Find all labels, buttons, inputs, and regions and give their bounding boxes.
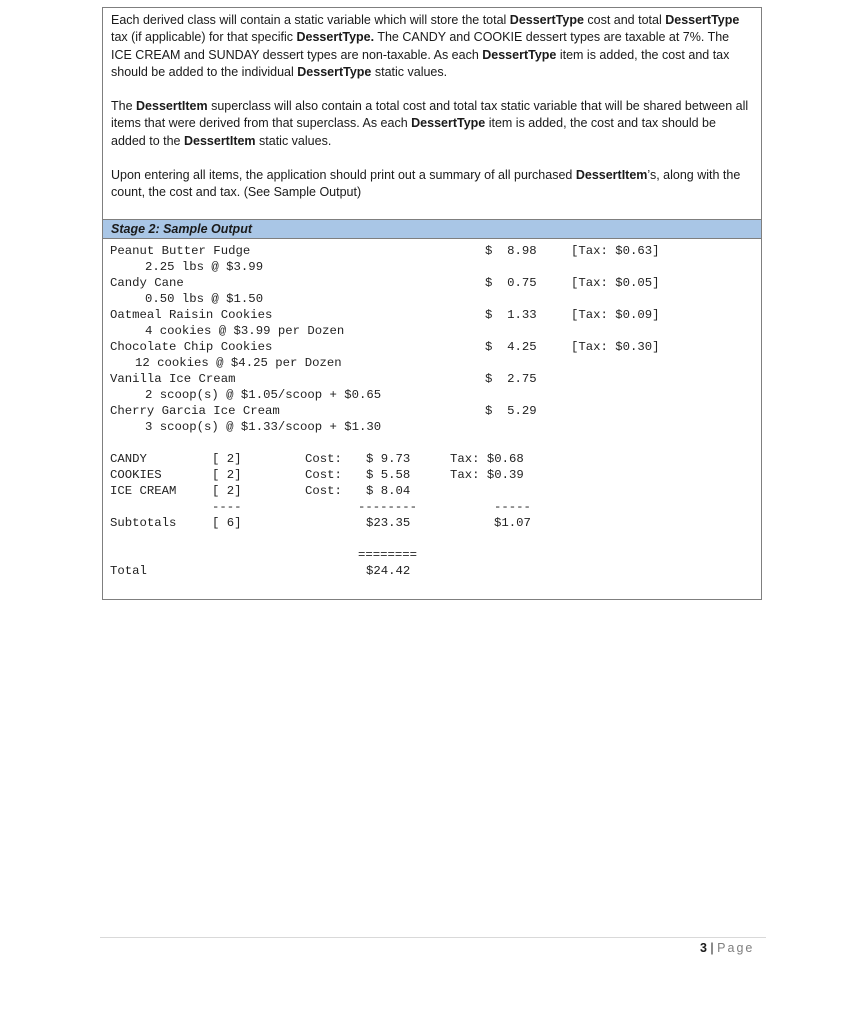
summary-count: [ 2] — [212, 452, 242, 466]
item-detail: 3 scoop(s) @ $1.33/scoop + $1.30 — [145, 420, 382, 434]
item-detail: 2 scoop(s) @ $1.05/scoop + $0.65 — [145, 388, 382, 402]
item-price: $ 2.75 — [485, 372, 537, 386]
item-price: $ 0.75 — [485, 276, 537, 290]
summary-cost-label: Cost: — [305, 484, 342, 498]
item-detail: 2.25 lbs @ $3.99 — [145, 260, 264, 274]
item-name: Peanut Butter Fudge — [110, 244, 251, 258]
count-rule: ---- — [212, 500, 242, 514]
bold-term: DessertType. — [296, 30, 375, 45]
summary-count: [ 2] — [212, 468, 242, 482]
total-value: $24.42 — [366, 564, 411, 578]
subtotal-tax: $1.07 — [494, 516, 531, 530]
text-run: Upon entering all items, the application should print out a summary of all purchased — [111, 168, 576, 183]
sample-output-box — [102, 239, 762, 600]
item-price: $ 1.33 — [485, 308, 537, 322]
footer-divider — [100, 937, 766, 938]
text-run: item is added, the cost and tax should be added to the individual — [111, 47, 730, 79]
tax-rule: ----- — [494, 500, 531, 514]
summary-tax: Tax: $0.39 — [450, 468, 524, 482]
summary-cost-label: Cost: — [305, 452, 342, 466]
item-detail: 0.50 lbs @ $1.50 — [145, 292, 264, 306]
text-run: superclass will also contain a total cost and total tax static variable that will be shared between all items that were derived from that superclass. As each — [111, 99, 749, 131]
text-run: cost and total — [583, 13, 666, 27]
page-number: 3 — [700, 941, 707, 955]
text-run: The — [111, 99, 137, 114]
text-run: The CANDY and COOKIE dessert types are taxable at 7%. The ICE CREAM and SUNDAY dessert types are non-taxable. As each — [111, 30, 730, 62]
item-name: Chocolate Chip Cookies — [110, 340, 273, 354]
item-tax: [Tax: $0.09] — [571, 308, 660, 322]
page-label: Page — [717, 941, 755, 955]
summary-type: ICE CREAM — [110, 484, 177, 498]
summary-count: [ 2] — [212, 484, 242, 498]
bold-term: DessertType — [482, 47, 557, 62]
cost-rule: -------- — [358, 500, 418, 514]
summary-type: COOKIES — [110, 468, 162, 482]
bold-term: DessertItem — [136, 99, 208, 114]
item-price: $ 4.25 — [485, 340, 537, 354]
text-run: tax (if applicable) for that specific — [111, 30, 297, 45]
text-run: Each derived class will contain a static variable which will store the total — [111, 13, 510, 27]
bold-term: DessertType — [665, 13, 740, 27]
paragraph-3 — [111, 167, 753, 202]
summary-type: CANDY — [110, 452, 147, 466]
item-name: Cherry Garcia Ice Cream — [110, 404, 280, 418]
item-name: Oatmeal Raisin Cookies — [110, 308, 273, 322]
bold-term: DessertType — [297, 64, 372, 79]
page-separator: | — [706, 941, 718, 955]
total-label: Total — [110, 564, 147, 578]
summary-cost-label: Cost: — [305, 468, 342, 482]
summary-cost: $ 5.58 — [366, 468, 411, 482]
text-run: static values. — [371, 64, 448, 79]
item-tax: [Tax: $0.63] — [571, 244, 660, 258]
text-run: ’s, along with the count, the cost and tax. (See Sample Output) — [111, 168, 741, 200]
item-name: Candy Cane — [110, 276, 184, 290]
bold-term: DessertItem — [575, 168, 648, 183]
text-run: item is added, the cost and tax should be added to the — [111, 116, 716, 148]
item-price: $ 8.98 — [485, 244, 537, 258]
bold-term: DessertItem — [183, 133, 256, 148]
summary-cost: $ 9.73 — [366, 452, 411, 466]
item-tax: [Tax: $0.05] — [571, 276, 660, 290]
bold-term: DessertType — [509, 13, 584, 27]
bold-term: DessertType — [411, 116, 486, 131]
item-name: Vanilla Ice Cream — [110, 372, 236, 386]
item-price: $ 5.29 — [485, 404, 537, 418]
summary-cost: $ 8.04 — [366, 484, 411, 498]
subtotal-label: Subtotals — [110, 516, 177, 530]
paragraph-2 — [111, 98, 753, 150]
item-detail: 12 cookies @ $4.25 per Dozen — [135, 356, 342, 370]
total-rule: ======== — [358, 548, 418, 562]
sample-output-header: Stage 2: Sample Output — [102, 219, 762, 239]
description-box — [102, 7, 762, 219]
summary-tax: Tax: $0.68 — [450, 452, 524, 466]
page-footer — [700, 941, 754, 955]
item-tax: [Tax: $0.30] — [571, 340, 660, 354]
item-detail: 4 cookies @ $3.99 per Dozen — [145, 324, 345, 338]
subtotal-cost: $23.35 — [366, 516, 411, 530]
subtotal-count: [ 6] — [212, 516, 242, 530]
text-run: static values. — [255, 133, 332, 148]
paragraph-1 — [111, 12, 753, 81]
